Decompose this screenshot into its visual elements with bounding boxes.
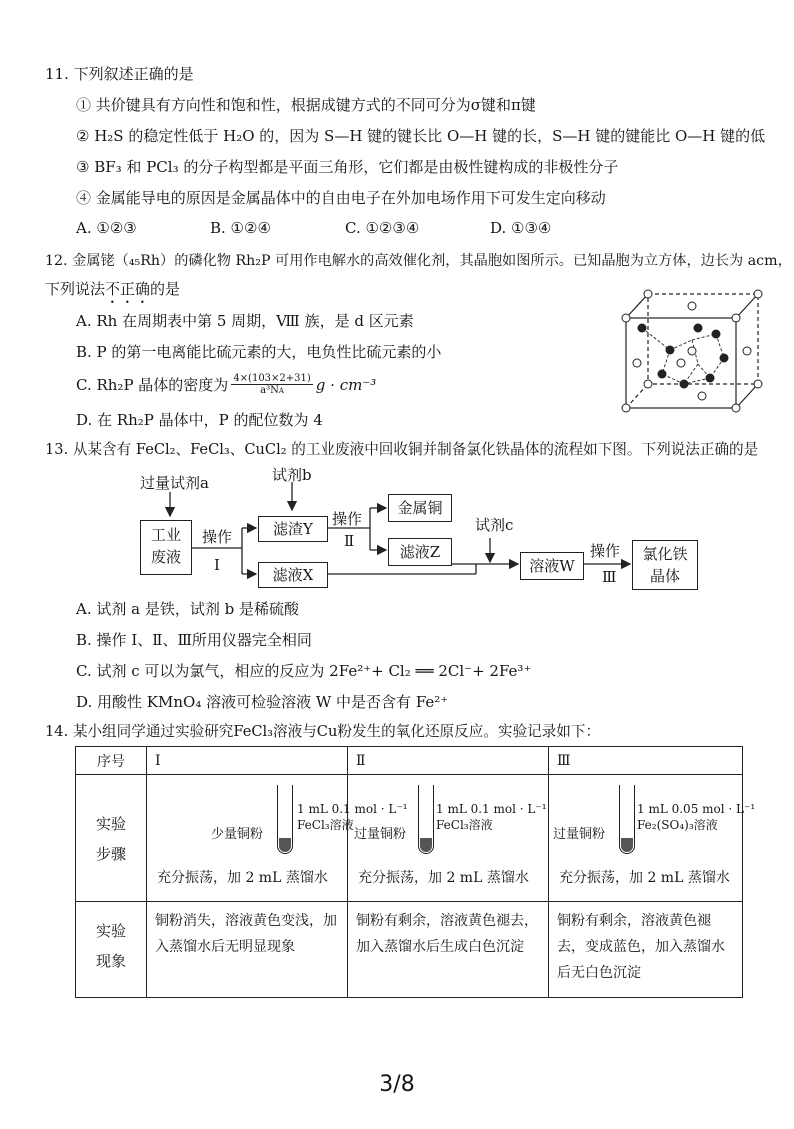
q13-choice-a: A. 试剂 a 是铁，试剂 b 是稀硫酸 [76,600,299,618]
op2-number: Ⅱ [344,532,355,550]
copper-box: 金属铜 [388,494,452,522]
header-index: 序号 [76,747,147,775]
step1-reagent-name: FeCl₃溶液 [297,818,354,832]
q12-stem-line2: 下列说法不正确的是 [45,280,181,298]
filtrate-z-box: 滤液Z [388,538,452,566]
density-fraction: 4×(103×2+31) a³NA [233,373,311,396]
table-header-row [76,747,743,775]
step3-powder: 过量铜粉 [553,827,606,842]
ferric-chloride-crystal-box: 氯化铁 晶体 [632,540,698,590]
q12-choice-b: B. P 的第一电离能比硫元素的大，电负性比硫元素的小 [76,343,442,361]
step2-reagent-name: FeCl₃溶液 [436,818,493,832]
header-exp-1: Ⅰ [147,747,348,775]
step2-note: 充分振荡，加 2 mL 蒸馏水 [358,870,529,886]
step-cell-3 [549,775,756,902]
q12-emphasis: 不正确 [105,280,151,298]
test-tube-icon [277,785,293,854]
observation-2: 铜粉有剩余，溶液黄色褪去，加入蒸馏水后生成白色沉淀 [348,902,549,998]
q13-choice-c: C. 试剂 c 可以为氯气，相应的反应为 2Fe²⁺+ Cl₂ ══ 2Cl⁻+ 2Fe³⁺ [76,662,532,680]
op1-number: Ⅰ [214,556,220,574]
op1-label: 操作 [202,528,233,546]
test-tube-icon [619,785,635,854]
step3-reagent-conc: 1 mL 0.05 mol · L⁻¹ [637,802,756,816]
step3-reagent-name: Fe₂(SO₄)₃溶液 [637,818,718,832]
steps-row [76,775,743,902]
observations-row [76,902,743,998]
step1-powder: 少量铜粉 [211,827,264,842]
recovery-flowchart [130,466,710,595]
op3-label: 操作 [590,542,621,560]
q13-choice-d: D. 用酸性 KMnO₄ 溶液可检验溶液 W 中是否含有 Fe²⁺ [76,693,449,711]
page-number: 3/8 [379,1072,415,1097]
step2-reagent-conc: 1 mL 0.1 mol · L⁻¹ [436,802,547,816]
filtrate-x-box: 滤液X [258,562,328,588]
step3-note: 充分振荡，加 2 mL 蒸馏水 [559,870,730,886]
residue-y-box: 滤渣Y [258,516,328,542]
industrial-waste-box: 工业 废液 [140,520,192,575]
q13-choice-b: B. 操作 Ⅰ、Ⅱ、Ⅲ所用仪器完全相同 [76,631,312,649]
q12-choice-a: A. Rh 在周期表中第 5 周期，Ⅷ 族，是 d 区元素 [76,312,414,330]
q11-choice-c: C. ①②③④ [345,219,420,237]
step1-note: 充分振荡，加 2 mL 蒸馏水 [157,870,328,886]
header-exp-2: Ⅱ [348,747,549,775]
header-exp-3: Ⅲ [549,747,743,775]
solution-w-box: 溶液W [520,552,584,580]
q11-choice-d: D. ①③④ [490,219,552,237]
observation-1: 铜粉消失，溶液黄色变浅，加入蒸馏水后无明显现象 [147,902,348,998]
q14-stem: 14. 某小组同学通过实验研究FeCl₃溶液与Cu粉发生的氧化还原反应。实验记录如下： [45,723,601,740]
reagent-c-label: 试剂c [475,516,514,534]
step-cell-2 [348,775,549,902]
reagent-a-label: 过量试剂a [140,474,209,492]
rh2p-unit-cell-figure [612,288,772,416]
q12-stem-line1: 12. 金属铑（₄₅Rh）的磷化物 Rh₂P 可用作电解水的高效催化剂，其晶胞如图所示。已知晶胞为立方体，边长为 acm， [45,253,792,269]
experiment-table [75,746,756,998]
observations-label-cell: 实验 现象 [76,902,147,998]
q11-item-2: ② H₂S 的稳定性低于 H₂O 的，因为 S—H 键的键长比 O—H 键的长，S—H 键的键能比 O—H 键的低 [76,127,766,145]
test-tube-icon [418,785,434,854]
q11-choice-a: A. ①②③ [76,219,137,237]
q11-item-4: ④ 金属能导电的原因是金属晶体中的自由电子在外加电场作用下可发生定向移动 [76,189,606,207]
q11-choice-b: B. ①②④ [210,219,271,237]
observation-3: 铜粉有剩余，溶液黄色褪去，变成蓝色，加入蒸馏水后无白色沉淀 [549,902,743,998]
q11-item-3: ③ BF₃ 和 PCl₃ 的分子构型都是平面三角形，它们都是由极性键构成的非极性分子 [76,158,619,176]
op3-number: Ⅲ [602,568,617,586]
op2-label: 操作 [332,510,363,528]
q12-choice-d: D. 在 Rh₂P 晶体中，P 的配位数为 4 [76,411,323,429]
q13-stem: 13. 从某含有 FeCl₂、FeCl₃、CuCl₂ 的工业废液中回收铜并制备氯化铁晶体的流程如下图。下列说法正确的是 [45,441,759,458]
step1-reagent-conc: 1 mL 0.1 mol · L⁻¹ [297,802,408,816]
q12-choice-c: C. Rh₂P 晶体的密度为 4×(103×2+31) a³NA g · cm⁻³ [76,373,377,396]
reagent-b-label: 试剂b [272,466,312,484]
q11-stem: 11. 下列叙述正确的是 [45,65,194,83]
step2-powder: 过量铜粉 [354,827,407,842]
q11-item-1: ① 共价键具有方向性和饱和性，根据成键方式的不同可分为σ键和π键 [76,96,536,114]
steps-label-cell: 实验 步骤 [76,775,147,902]
